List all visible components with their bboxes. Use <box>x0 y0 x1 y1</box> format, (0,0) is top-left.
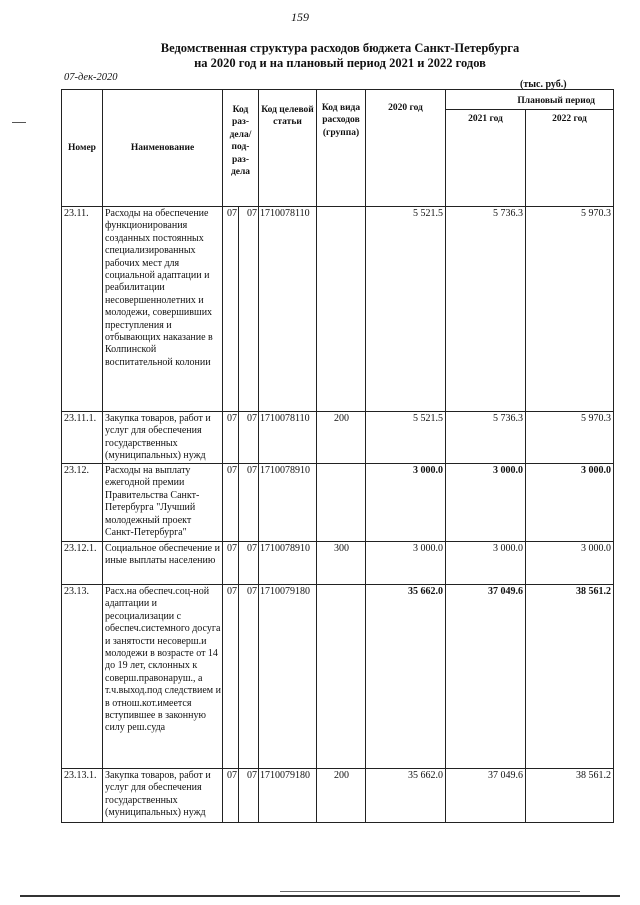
document-title-line2: на 2020 год и на плановый период 2021 и 2022 годов <box>194 56 486 70</box>
row-2022: 3 000.0 <box>526 542 614 585</box>
table-row <box>62 542 614 585</box>
row-section: 07 <box>223 207 239 412</box>
row-section: 07 <box>223 464 239 542</box>
row-target-code: 1710079180 <box>259 769 317 823</box>
row-2020: 3 000.0 <box>366 464 446 542</box>
page-bottom-border <box>20 895 620 897</box>
row-number: 23.13. <box>62 585 103 769</box>
row-2020: 35 662.0 <box>366 585 446 769</box>
row-2022: 3 000.0 <box>526 464 614 542</box>
table-row <box>62 207 614 412</box>
row-subsection: 07 <box>239 769 259 823</box>
row-expense-type <box>317 207 366 412</box>
document-date: 07-дек-2020 <box>64 72 118 83</box>
row-subsection: 07 <box>239 412 259 464</box>
row-expense-type <box>317 585 366 769</box>
row-2022: 5 970.3 <box>526 412 614 464</box>
row-2021: 3 000.0 <box>446 464 526 542</box>
row-name: Закупка товаров, работ и услуг для обеспечения государственных (муниципальных) нужд <box>103 412 223 464</box>
header-2022: 2022 год <box>526 110 614 207</box>
row-section: 07 <box>223 542 239 585</box>
page-number: 159 <box>291 10 309 24</box>
row-target-code: 1710078110 <box>259 412 317 464</box>
table-row <box>62 464 614 542</box>
row-2021: 37 049.6 <box>446 769 526 823</box>
row-2022: 38 561.2 <box>526 585 614 769</box>
row-section: 07 <box>223 769 239 823</box>
row-subsection: 07 <box>239 464 259 542</box>
row-name: Социальное обеспечение и иные выплаты населению <box>103 542 223 585</box>
row-target-code: 1710078910 <box>259 542 317 585</box>
row-number: 23.12.1. <box>62 542 103 585</box>
header-2020: 2020 год <box>366 90 446 207</box>
header-2021: 2021 год <box>446 110 526 207</box>
margin-mark <box>12 122 26 123</box>
row-subsection: 07 <box>239 585 259 769</box>
header-name: Наименование <box>103 90 223 207</box>
row-number: 23.13.1. <box>62 769 103 823</box>
row-number: 23.11.1. <box>62 412 103 464</box>
units-label: (тыс. руб.) <box>520 79 567 90</box>
table-row <box>62 769 614 823</box>
row-target-code: 1710078910 <box>259 464 317 542</box>
row-expense-type: 200 <box>317 412 366 464</box>
table-row <box>62 412 614 464</box>
header-expense-type: Код вида расходов (группа) <box>317 90 366 207</box>
row-2022: 38 561.2 <box>526 769 614 823</box>
row-target-code: 1710078110 <box>259 207 317 412</box>
row-target-code: 1710079180 <box>259 585 317 769</box>
row-section: 07 <box>223 585 239 769</box>
row-2020: 3 000.0 <box>366 542 446 585</box>
row-2021: 37 049.6 <box>446 585 526 769</box>
row-expense-type <box>317 464 366 542</box>
row-name: Расх.на обеспеч.соц-ной адаптации и ресоциализации с обеспеч.системного досуга и занятости несоверш.и молодежи в возрасте от 14 до 19 лет, склонных к соверш.правонаруш., а т.ч.выход.под следствием и в отнош.кот.имеется вступившее в законную силу реш.суда <box>103 585 223 769</box>
row-2020: 5 521.5 <box>366 207 446 412</box>
row-subsection: 07 <box>239 542 259 585</box>
budget-table <box>61 89 614 823</box>
header-planned-period: Плановый период <box>446 90 614 110</box>
header-section: Код раз- дела/ под- раз- дела <box>223 90 259 207</box>
row-2022: 5 970.3 <box>526 207 614 412</box>
header-number: Номер <box>62 90 103 207</box>
row-expense-type: 300 <box>317 542 366 585</box>
row-number: 23.11. <box>62 207 103 412</box>
row-subsection: 07 <box>239 207 259 412</box>
table-row <box>62 585 614 769</box>
row-name: Расходы на обеспечение функционирования созданных постоянных специализированных рабочих мест для социальной адаптации и реабилитации несовершеннолетних и молодежи, совершивших преступления и отбывающих наказание в Колпинской воспитательной колонии <box>103 207 223 412</box>
row-2020: 35 662.0 <box>366 769 446 823</box>
row-number: 23.12. <box>62 464 103 542</box>
row-2021: 5 736.3 <box>446 207 526 412</box>
document-title-line1: Ведомственная структура расходов бюджета Санкт-Петербурга <box>160 41 520 55</box>
row-name: Закупка товаров, работ и услуг для обеспечения государственных (муниципальных) нужд <box>103 769 223 823</box>
header-target: Код целевой статьи <box>259 90 317 207</box>
row-2021: 3 000.0 <box>446 542 526 585</box>
row-2020: 5 521.5 <box>366 412 446 464</box>
row-name: Расходы на выплату ежегодной премии Правительства Санкт-Петербурга "Лучший молодежный проект Санкт-Петербурга" <box>103 464 223 542</box>
row-expense-type: 200 <box>317 769 366 823</box>
row-2021: 5 736.3 <box>446 412 526 464</box>
row-section: 07 <box>223 412 239 464</box>
scan-edge-line <box>280 891 580 892</box>
